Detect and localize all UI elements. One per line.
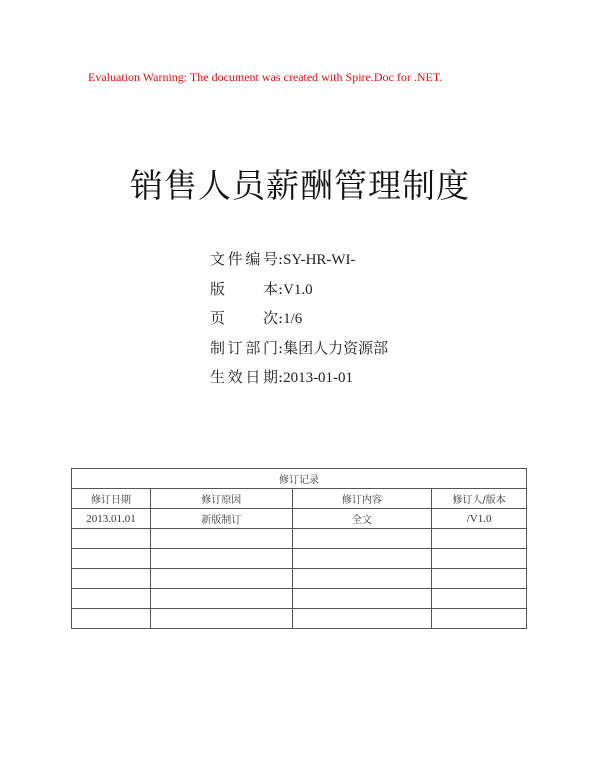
table-cell bbox=[150, 609, 292, 629]
table-row bbox=[72, 569, 527, 589]
table-cell: 全文 bbox=[292, 509, 432, 529]
table-cell bbox=[292, 609, 432, 629]
document-title: 销售人员薪酬管理制度 bbox=[130, 166, 470, 205]
meta-value: SY-HR-WI- bbox=[283, 252, 356, 268]
table-cell bbox=[72, 549, 151, 569]
meta-label: 制订部门 bbox=[210, 338, 278, 357]
meta-row-effective-date: 生效日期:2013-01-01 bbox=[210, 363, 388, 393]
meta-label: 生效日期 bbox=[210, 368, 278, 386]
column-header: 修订内容 bbox=[292, 489, 432, 509]
table-cell bbox=[72, 529, 151, 549]
meta-row-version: 版本:V1.0 bbox=[210, 275, 388, 305]
meta-row-department: 制订部门:集团人力资源部 bbox=[210, 334, 388, 364]
table-cell bbox=[432, 529, 527, 549]
meta-label: 版本 bbox=[210, 279, 278, 298]
table-cell bbox=[292, 569, 432, 589]
table-cell bbox=[72, 589, 151, 609]
revision-table-caption: 修订记录 bbox=[72, 469, 527, 489]
table-cell bbox=[150, 529, 292, 549]
table-row bbox=[72, 529, 527, 549]
table-cell bbox=[292, 549, 432, 569]
table-cell bbox=[432, 609, 527, 629]
column-header: 修订原因 bbox=[150, 489, 292, 509]
revision-caption-row bbox=[72, 469, 527, 489]
meta-label: 文件编号 bbox=[210, 250, 278, 268]
column-header: 修订日期 bbox=[72, 489, 151, 509]
evaluation-warning: Evaluation Warning: The document was created with Spire.Doc for .NET. bbox=[88, 70, 443, 84]
revision-header-row bbox=[72, 489, 527, 509]
table-row bbox=[72, 589, 527, 609]
table-cell bbox=[292, 529, 432, 549]
table-row bbox=[72, 609, 527, 629]
table-cell: 新版制订 bbox=[150, 509, 292, 529]
table-cell: 2013.01.01 bbox=[72, 509, 151, 529]
table-cell bbox=[432, 569, 527, 589]
table-cell bbox=[432, 589, 527, 609]
table-cell bbox=[432, 549, 527, 569]
table-row bbox=[72, 509, 527, 529]
meta-value: 2013-01-01 bbox=[283, 370, 354, 386]
table-cell bbox=[150, 569, 292, 589]
table-cell bbox=[72, 569, 151, 589]
column-header: 修订人/版本 bbox=[432, 489, 527, 509]
table-row bbox=[72, 549, 527, 569]
meta-value: 1/6 bbox=[283, 311, 303, 327]
document-meta bbox=[210, 245, 388, 393]
meta-value: 集团人力资源部 bbox=[283, 338, 389, 357]
table-cell bbox=[150, 589, 292, 609]
meta-row-file-number: 文件编号:SY-HR-WI- bbox=[210, 245, 388, 275]
meta-row-page: 页次:1/6 bbox=[210, 304, 388, 334]
table-cell: /V1.0 bbox=[432, 509, 527, 529]
meta-value: V1.0 bbox=[283, 281, 313, 298]
table-cell bbox=[292, 589, 432, 609]
meta-label: 页次 bbox=[210, 309, 278, 327]
table-cell bbox=[150, 549, 292, 569]
revision-table bbox=[71, 468, 527, 629]
table-cell bbox=[72, 609, 151, 629]
